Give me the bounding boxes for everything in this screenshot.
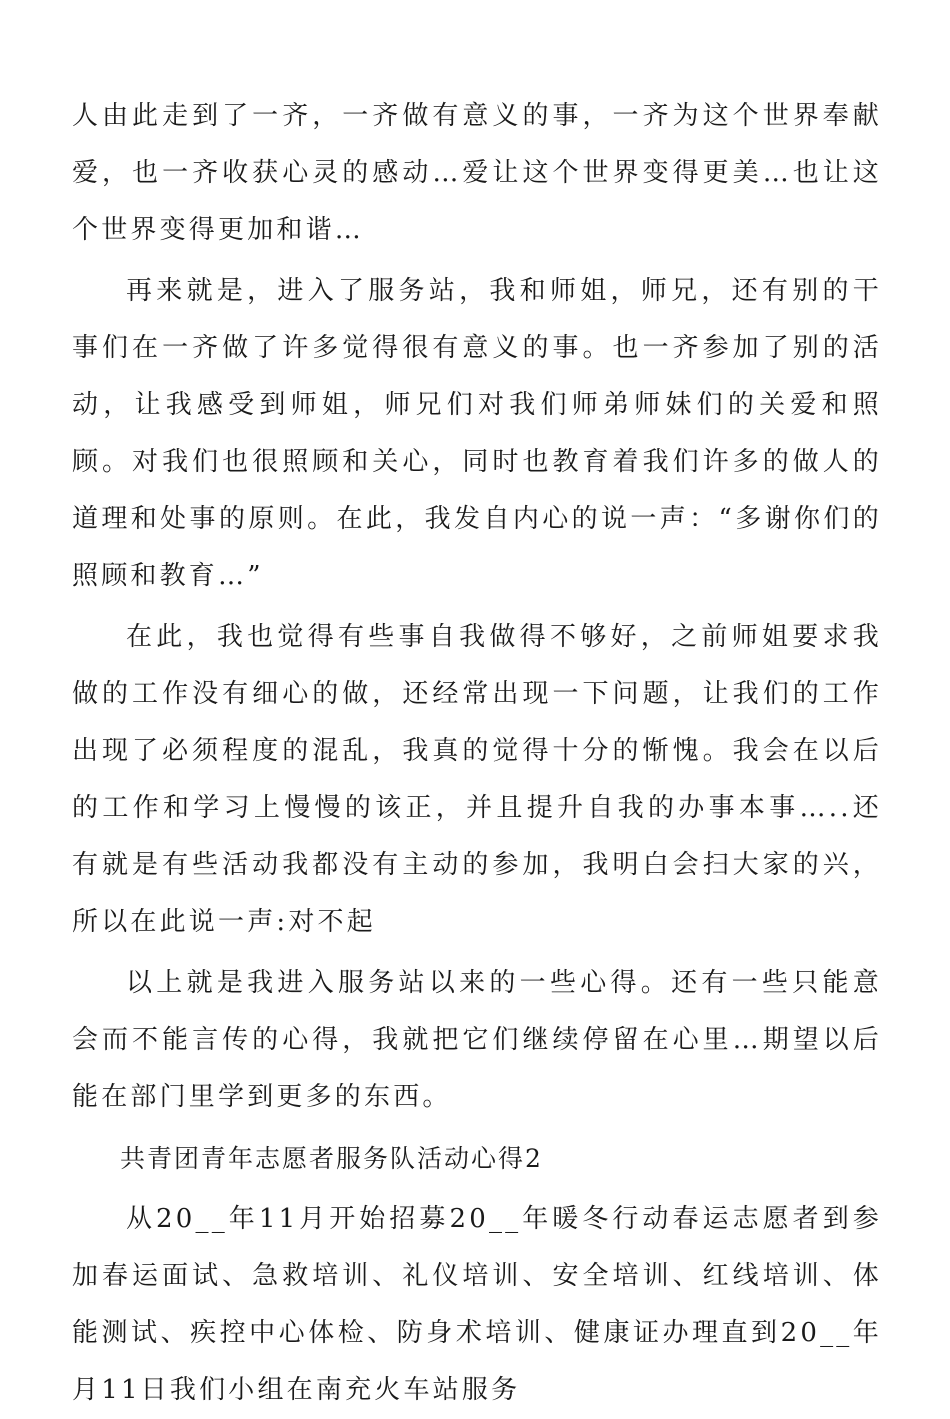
section-title: 共青团青年志愿者服务队活动心得2 bbox=[120, 1144, 543, 1173]
paragraph-3: 在此，我也觉得有些事自我做得不够好，之前师姐要求我做的工作没有细心的做，还经常出现一下问题，让我们的工作出现了必须程度的混乱，我真的觉得十分的惭愧。我会在以后的工作和学习上慢慢的该正，并且提升自我的办事本事…..还有就是有些活动我都没有主动的参加，我明白会扫大家的兴，所以在此说一声:对不起 bbox=[72, 622, 882, 937]
paragraph-1: 人由此走到了一齐，一齐做有意义的事，一齐为这个世界奉献爱，也一齐收获心灵的感动…爱让这个世界变得更美…也让这个世界变得更加和谐… bbox=[72, 101, 882, 245]
paragraph-4: 以上就是我进入服务站以来的一些心得。还有一些只能意会而不能言传的心得，我就把它们继续停留在心里…期望以后能在部门里学到更多的东西。 bbox=[72, 968, 882, 1112]
paragraph-2: 再来就是，进入了服务站，我和师姐，师兄，还有别的干事们在一齐做了许多觉得很有意义的事。也一齐参加了别的活动，让我感受到师姐，师兄们对我们师弟师妹们的关爱和照顾。对我们也很照顾和关心，同时也教育着我们许多的做人的道理和处事的原则。在此，我发自内心的说一声：“多谢你们的照顾和教育…” bbox=[72, 276, 882, 591]
paragraph-5: 从20__年11月开始招募20__年暖冬行动春运志愿者到参加春运面试、急救培训、礼仪培训、安全培训、红线培训、体能测试、疾控中心体检、防身术培训、健康证办理直到20__年月11日我们小组在南充火车站服务 bbox=[72, 1204, 882, 1405]
